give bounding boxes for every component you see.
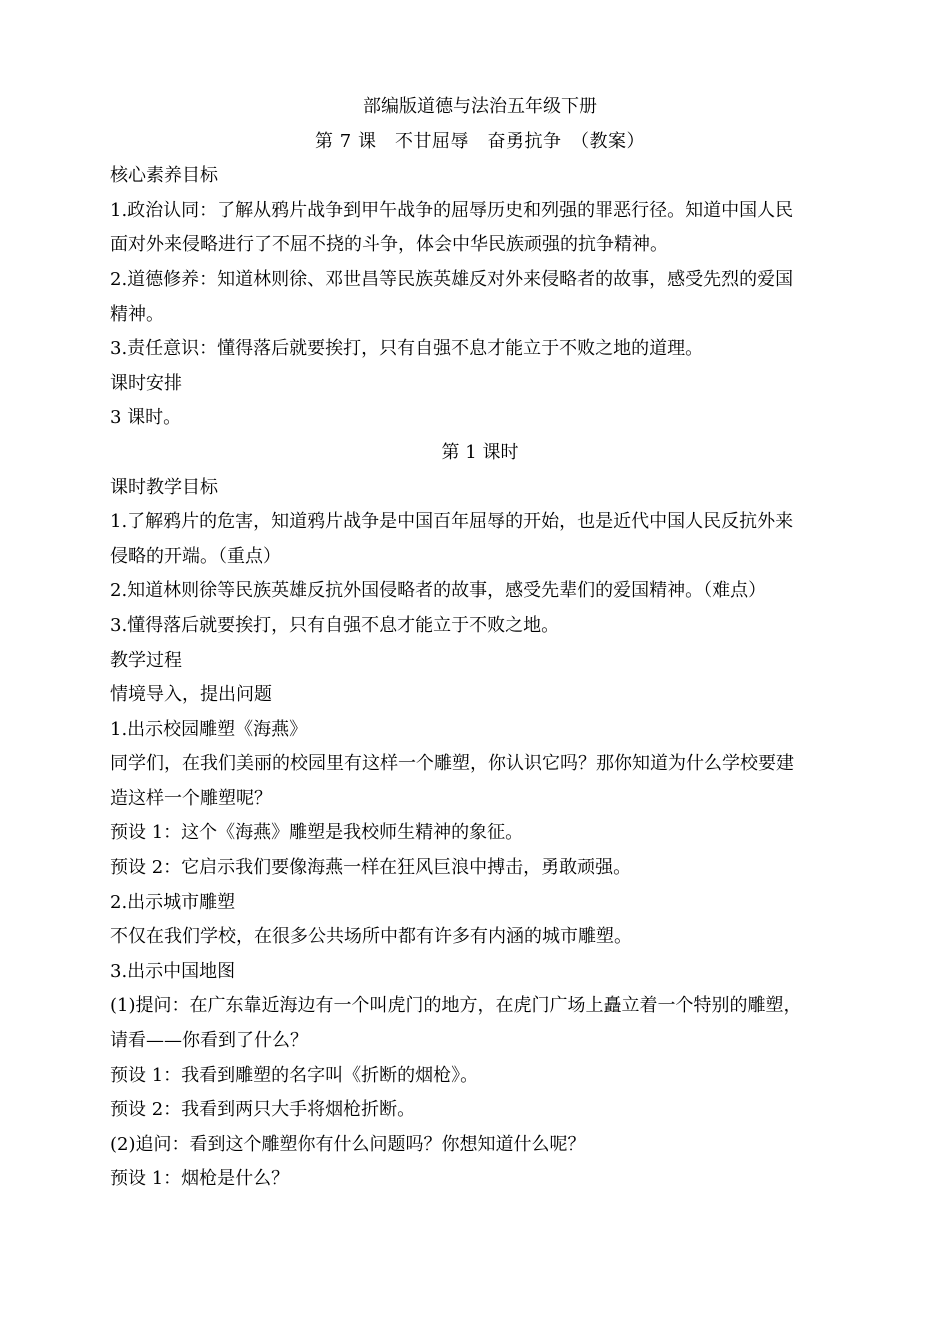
paragraph-line: 3.责任意识：懂得落后就要挨打，只有自强不息才能立于不败之地的道理。 — [110, 338, 704, 360]
heading-schedule: 课时安排 — [110, 372, 182, 394]
paragraph-line: 1.政治认同：了解从鸦片战争到甲午战争的屈辱历史和列强的罪恶行径。知道中国人民 — [110, 199, 794, 221]
document-title: 部编版道德与法治五年级下册 — [363, 96, 597, 117]
paragraph-line: 精神。 — [110, 303, 164, 325]
paragraph-line: 请看——你看到了什么？ — [110, 1030, 308, 1052]
paragraph-line: 预设 2：它启示我们要像海燕一样在狂风巨浪中搏击，勇敢顽强。 — [110, 857, 632, 879]
heading-lesson-goals: 课时教学目标 — [110, 476, 218, 498]
paragraph-line: 侵略的开端。（重点） — [110, 545, 281, 567]
paragraph-line: 面对外来侵略进行了不屈不挠的斗争，体会中华民族顽强的抗争精神。 — [110, 234, 668, 256]
paragraph-line: 2.道德修养：知道林则徐、邓世昌等民族英雄反对外来侵略者的故事，感受先烈的爱国 — [110, 268, 794, 290]
section-heading: 第 1 课时 — [441, 441, 519, 463]
paragraph-line: 1.出示校园雕塑《海燕》 — [110, 718, 308, 740]
paragraph-line: 情境导入，提出问题 — [110, 684, 272, 706]
paragraph-line: 2.知道林则徐等民族英雄反抗外国侵略者的故事，感受先辈们的爱国精神。（难点） — [110, 580, 767, 602]
document-content — [110, 90, 850, 1197]
paragraph-line: 2.出示城市雕塑 — [110, 891, 236, 913]
heading-core-goals: 核心素养目标 — [110, 165, 218, 187]
paragraph-line: 1.了解鸦片的危害，知道鸦片战争是中国百年屈辱的开始，也是近代中国人民反抗外来 — [110, 511, 794, 533]
paragraph-line: 预设 2：我看到两只大手将烟枪折断。 — [110, 1099, 416, 1121]
paragraph-line: 3.出示中国地图 — [110, 960, 236, 982]
paragraph-line: 同学们，在我们美丽的校园里有这样一个雕塑，你认识它吗？那你知道为什么学校要建 — [110, 753, 794, 775]
paragraph-line: (1)提问：在广东靠近海边有一个叫虎门的地方，在虎门广场上矗立着一个特别的雕塑， — [110, 995, 802, 1017]
heading-process: 教学过程 — [110, 649, 182, 671]
paragraph-line: (2)追问：看到这个雕塑你有什么问题吗？你想知道什么呢？ — [110, 1133, 586, 1155]
paragraph-line: 预设 1：这个《海燕》雕塑是我校师生精神的象征。 — [110, 822, 524, 844]
document-subtitle: 第 7 课 不甘屈辱 奋勇抗争 （教案） — [315, 130, 645, 152]
paragraph-line: 预设 1：我看到雕塑的名字叫《折断的烟枪》。 — [110, 1064, 479, 1086]
paragraph-line: 3.懂得落后就要挨打，只有自强不息才能立于不败之地。 — [110, 614, 560, 636]
paragraph-line: 不仅在我们学校，在很多公共场所中都有许多有内涵的城市雕塑。 — [110, 926, 632, 948]
paragraph-line: 3 课时。 — [110, 407, 182, 429]
paragraph-line: 造这样一个雕塑呢？ — [110, 787, 272, 809]
paragraph-line: 预设 1：烟枪是什么？ — [110, 1168, 290, 1190]
